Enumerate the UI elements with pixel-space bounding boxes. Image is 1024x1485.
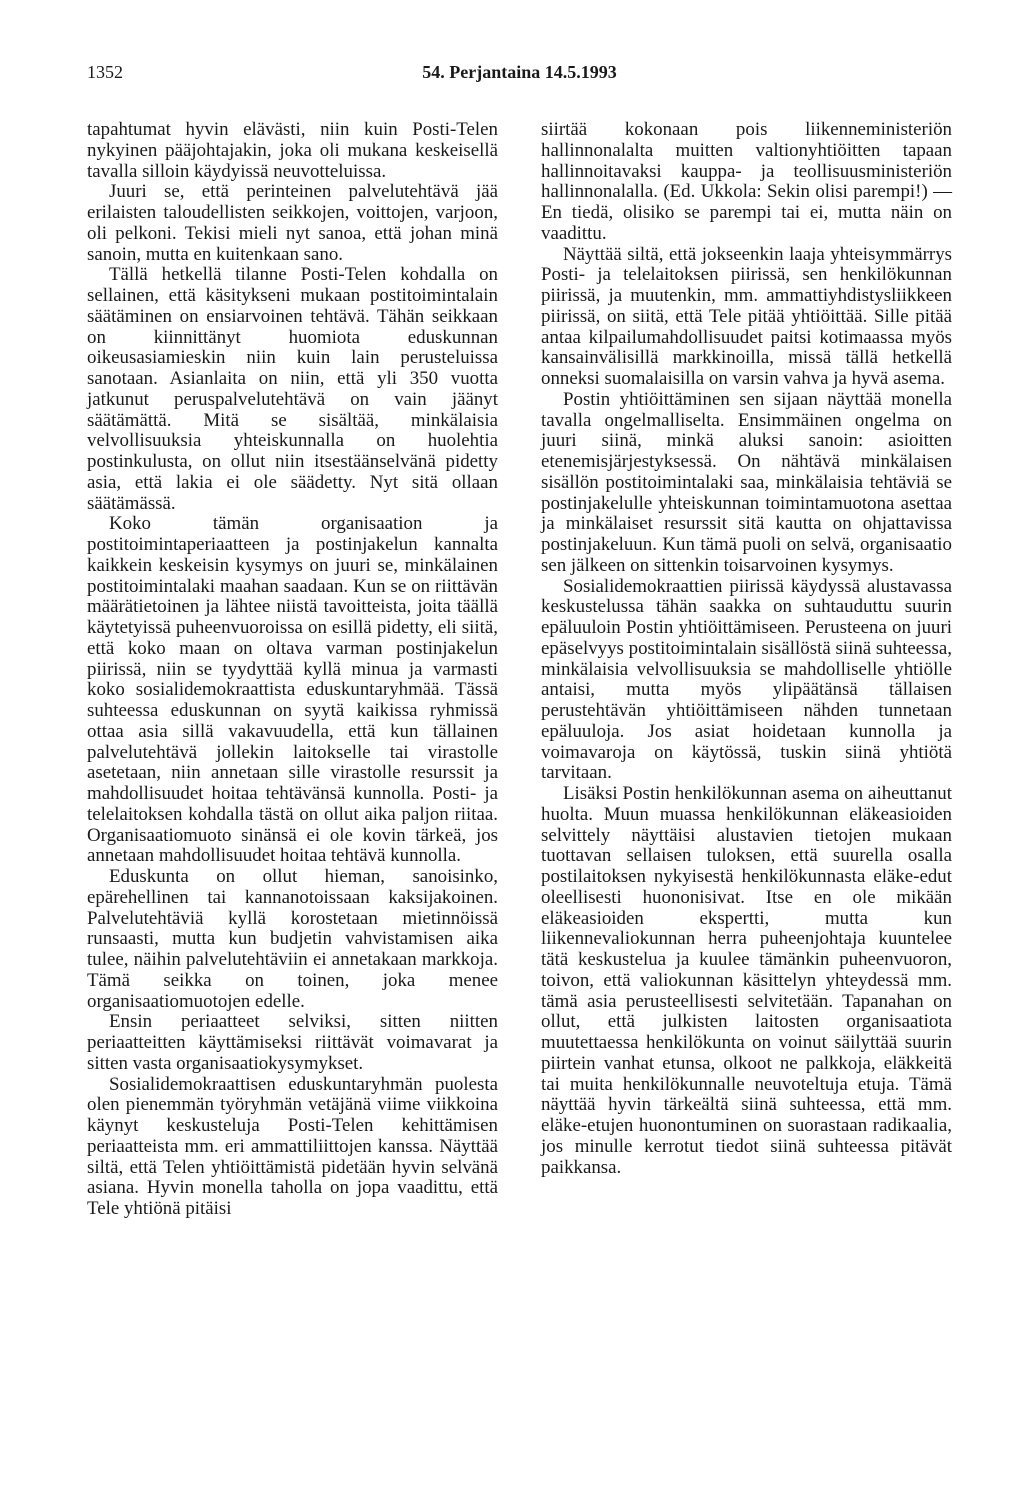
page-number: 1352 <box>87 62 123 82</box>
paragraph: Postin yhtiöittäminen sen sijaan näyttää monella tavalla ongelmalliselta. Ensimmäinen ongelma on juuri siinä, minkä aluksi sanoin: asioitten etenemisjärjestyksessä. On nähtävä minkälaisen sisällön postitoimintalaki saa, minkälaisia tehtäviä se postinjakelulle yhteiskunnan toimintamuotona asettaa ja minkälaiset resurssit sitä kautta on ohjattavissa postinjakeluun. Kun tämä puoli on selvä, organisaatio sen jälkeen on sittenkin toisarvoinen kysymys. <box>541 388 952 576</box>
left-column <box>87 120 498 1220</box>
paragraph: Lisäksi Postin henkilökunnan asema on aiheuttanut huolta. Muun muassa henkilökunnan eläkeasioiden selvittely näyttäisi alustavien tietojen mukaan tuottavan sellaisen tuloksen, että suurella osalla postilaitoksen nykyisestä henkilökunnasta eläke-edut oleellisesti huononisivat. Itse en ole mikään eläkeasioiden ekspertti, mutta kun liikennevaliokunnan herra puheenjohtaja kuuntelee tätä keskustelua ja kuulee tämänkin puheenvuoron, toivon, että valiokunnan käsittelyn yhteydessä mm. tämä asia perusteellisesti selvitetään. Tapanahan on ollut, että julkisten laitosten organisaatiota muutettaessa henkilökunta on voinut säilyttää suurin piirtein vanhat etunsa, olkoot ne palkkoja, eläkkeitä tai muita henkilökunnalle neuvoteltuja etuja. Tämä näyttää hyvin tärkeältä siinä suhteessa, että mm. eläke-etujen huonontuminen on suorastaan radikaalia, jos minulle kerrotut tiedot siinä suhteessa pitävät paikkansa. <box>541 783 952 1178</box>
running-head: 54. Perjantaina 14.5.1993 <box>422 62 617 82</box>
paragraph: Eduskunta on ollut hieman, sanoisinko, epärehellinen tai kannanotoissaan kaksijakoinen. Palvelutehtäviä kyllä korostetaan mietinnöissä runsaasti, mutta kun budjetin vahvistamisen aika tulee, näihin palvelutehtäviin ei annetakaan markkoja. Tämä seikka on toinen, joka menee organisaatiomuotojen edelle. <box>87 866 498 1012</box>
paragraph: Juuri se, että perinteinen palvelutehtävä jää erilaisten taloudellisten seikkojen, voittojen, varjoon, oli pelkoni. Tekisi mieli nyt sanoa, että johan minä sanoin, mutta en kuitenkaan sano. <box>87 181 498 265</box>
right-column <box>541 120 952 1178</box>
paragraph: Näyttää siltä, että jokseenkin laaja yhteisymmärrys Posti- ja telelaitoksen piirissä, sen henkilökunnan piirissä, ja muutenkin, mm. ammattiyhdistysliikkeen piirissä, on siitä, että Tele pitää yhtiöittää. Sille pitää antaa kilpailumahdollisuudet paitsi kotimaassa myös kansainvälisillä markkinoilla, missä tällä hetkellä onneksi suomalaisilla on varsin vahva ja hyvä asema. <box>541 243 952 389</box>
paragraph: Tällä hetkellä tilanne Posti-Telen kohdalla on sellainen, että käsitykseni mukaan postitoimintalain säätäminen on ensiarvoinen tehtävä. Tähän seikkaan on kiinnittänyt huomiota eduskunnan oikeusasiamieskin niin kuin lain perusteluissa sanotaan. Asianlaita on niin, että yli 350 vuotta jatkunut peruspalvelutehtävä on vain jäänyt säätämättä. Mitä se sisältää, minkälaisia velvollisuuksia yhteiskunnalla on huolehtia postinkulusta, on ollut niin itsestäänselvänä pidetty asia, että lakia ei ole säädetty. Nyt sitä ollaan säätämässä. <box>87 264 498 514</box>
paragraph: Sosialidemokraattien piirissä käydyssä alustavassa keskustelussa tähän saakka on suhtauduttu suurin epäluuloin Postin yhtiöittämiseen. Perusteena on juuri epäselvyys postitoimintalain sisällöstä siinä suhteessa, minkälaisia velvollisuuksia se mahdolliselle yhtiölle antaisi, mutta myös ylipäätänsä tällaisen perustehtävän yhtiöittämiseen nähden tunnetaan epäluuloja. Jos asiat hoidetaan kunnolla ja voimavaroja on käytössä, tuskin siinä yhtiötä tarvitaan. <box>541 575 952 784</box>
paragraph: siirtää kokonaan pois liikenneministeriön hallinnonalalta muitten valtionyhtiöitten tapaan hallinnoitavaksi kauppa- ja teollisuusministeriön hallinnonalalla. (Ed. Ukkola: Sekin olisi parempi!) — En tiedä, olisiko se parempi tai ei, mutta näin on vaadittu. <box>541 119 952 244</box>
paragraph: tapahtumat hyvin elävästi, niin kuin Posti-Telen nykyinen pääjohtajakin, joka oli mukana keskeisellä tavalla silloin käydyissä neuvotteluissa. <box>87 119 498 182</box>
paragraph: Koko tämän organisaation ja postitoimintaperiaatteen ja postinjakelun kannalta kaikkein keskeisin kysymys on juuri se, minkälainen postitoimintalaki maahan saadaan. Kun se on riittävän määrätietoinen ja lähtee niistä tavoitteista, joita täällä käytetyissä puheenvuoroissa on esillä pidetty, eli siitä, että koko maan on oltava varman postinjakelun piirissä, niin se tyydyttää kyllä minua ja varmasti koko sosialidemokraattista eduskuntaryhmää. Tässä suhteessa eduskunnan on syytä kaikissa ryhmissä ottaa asia sillä vakavuudella, että kun tällainen palvelutehtävä jollekin laitokselle tai virastolle asetetaan, niin annetaan sille virastolle resurssit ja mahdollisuudet hoitaa tehtävänsä kunnolla. Posti- ja telelaitoksen kohdalla tästä on ollut aika paljon riitaa. Organisaatiomuoto sinänsä ei ole kovin tärkeä, jos annetaan mahdollisuudet hoitaa tehtävä kunnolla. <box>87 513 498 867</box>
paragraph: Ensin periaatteet selviksi, sitten niitten periaatteitten käyttämiseksi riittävät voimavarat ja sitten vasta organisaatiokysymykset. <box>87 1011 498 1074</box>
page-header <box>87 60 952 84</box>
paragraph: Sosialidemokraattisen eduskuntaryhmän puolesta olen pienemmän työryhmän vetäjänä viime viikkoina käynyt keskusteluja Posti-Telen kehittämisen periaatteista mm. eri ammattiliittojen kanssa. Näyttää siltä, että Telen yhtiöittämistä pidetään hyvin selvänä asiana. Hyvin monella taholla on jopa vaadittu, että Tele yhtiönä pitäisi <box>87 1073 498 1219</box>
